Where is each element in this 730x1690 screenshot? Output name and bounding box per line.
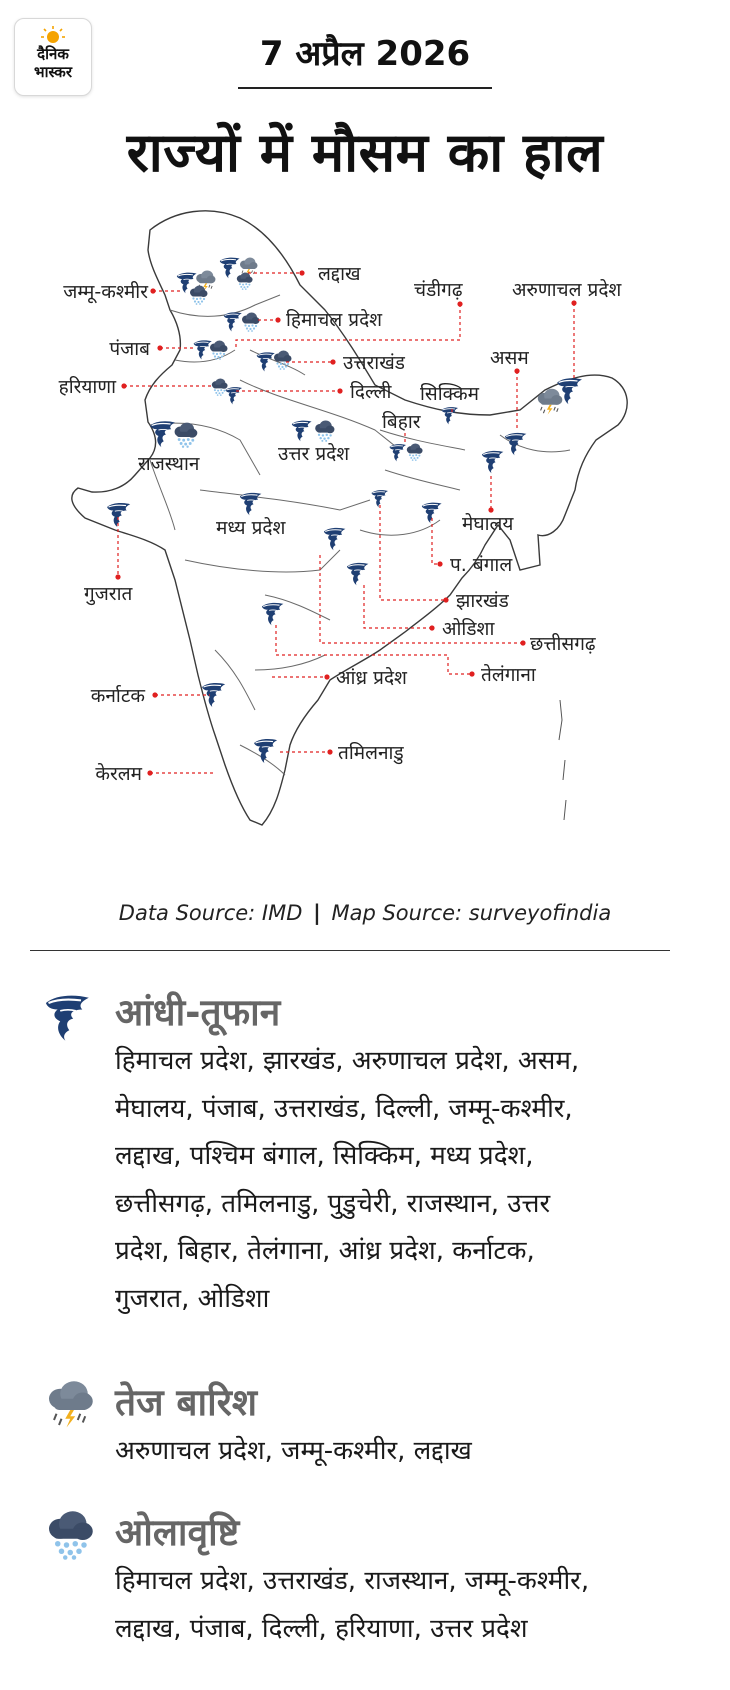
map-label-west-bengal: प. बंगाल xyxy=(450,554,513,576)
map-label-assam: असम xyxy=(490,347,529,369)
map-label-chhattisgarh: छत्तीसगढ़ xyxy=(530,633,596,655)
map-label-tamilnadu: तमिलनाडु xyxy=(338,742,404,764)
india-outline xyxy=(72,211,627,825)
map-label-delhi: दिल्ली xyxy=(350,381,392,403)
india-weather-map xyxy=(0,200,730,900)
list-item: प्रदेश, बिहार, तेलंगाना, आंध्र प्रदेश, कर्नाटक, xyxy=(115,1236,535,1266)
source-separator: | xyxy=(313,901,321,925)
list-item: हिमाचल प्रदेश, उत्तराखंड, राजस्थान, जम्मू-कश्मीर, xyxy=(115,1566,590,1596)
list-item: लद्दाख, पश्चिम बंगाल, सिक्किम, मध्य प्रदेश, xyxy=(115,1141,534,1171)
map-label-andhra-pradesh: आंध्र प्रदेश xyxy=(336,667,407,689)
map-label-odisha: ओडिशा xyxy=(442,618,495,640)
logo-text-line2: भास्कर xyxy=(34,63,72,81)
legend-title-hail: ओलावृष्टि xyxy=(115,1511,240,1554)
map-label-punjab: पंजाब xyxy=(109,338,150,360)
map-label-karnataka: कर्नाटक xyxy=(90,685,145,707)
map-label-jharkhand: झारखंड xyxy=(456,590,509,612)
map-label-sikkim: सिक्किम xyxy=(420,383,479,405)
map-label-kerala: केरलम xyxy=(95,763,142,785)
heavy-rain-icon xyxy=(44,1380,94,1430)
andaman-islands xyxy=(559,700,566,820)
map-source: Map Source: surveyofindia xyxy=(331,901,612,925)
hail-icon xyxy=(44,1510,94,1560)
list-item: मेघालय, पंजाब, उत्तराखंड, दिल्ली, जम्मू-कश्मीर, xyxy=(115,1093,573,1124)
list-item: छत्तीसगढ़, तमिलनाडु, पुडुचेरी, राजस्थान, उत्तर xyxy=(115,1188,551,1219)
date-underline xyxy=(238,87,492,89)
list-item: हिमाचल प्रदेश, झारखंड, अरुणाचल प्रदेश, असम, xyxy=(115,1046,580,1076)
map-label-uttarakhand: उत्तराखंड xyxy=(343,352,405,374)
map-label-chandigarh: चंडीगढ़ xyxy=(414,279,463,301)
logo-text-line1: दैनिक xyxy=(37,45,69,63)
map-label-madhya-pradesh: मध्य प्रदेश xyxy=(216,517,286,539)
list-item: गुजरात, ओडिशा xyxy=(115,1283,270,1314)
page-title: राज्यों में मौसम का हाल xyxy=(126,121,604,184)
map-label-meghalaya: मेघालय xyxy=(462,513,514,535)
map-label-himachal: हिमाचल प्रदेश xyxy=(286,309,383,331)
map-label-haryana: हरियाणा xyxy=(58,376,116,398)
sun-icon xyxy=(39,25,67,45)
legend-title-heavy-rain: तेज बारिश xyxy=(115,1381,258,1424)
map-label-jammu-kashmir: जम्मू-कश्मीर xyxy=(63,281,148,303)
map-label-arunachal: अरुणाचल प्रदेश xyxy=(512,279,622,301)
source-credit xyxy=(0,898,730,928)
map-label-uttar-pradesh: उत्तर प्रदेश xyxy=(278,443,350,465)
legend-title-storm: आंधी-तूफान xyxy=(115,991,281,1034)
map-label-gujarat: गुजरात xyxy=(84,583,133,605)
legend-list-storm xyxy=(115,1038,675,1323)
legend-list-hail xyxy=(115,1558,675,1653)
storm-icon xyxy=(42,990,94,1042)
list-item: अरुणाचल प्रदेश, जम्मू-कश्मीर, लद्दाख xyxy=(115,1436,472,1466)
legend-list-heavy-rain xyxy=(115,1428,675,1476)
section-divider xyxy=(30,950,670,951)
map-label-ladakh: लद्दाख xyxy=(318,263,361,285)
data-source: Data Source: IMD xyxy=(118,901,303,925)
map-label-bihar: बिहार xyxy=(382,411,421,433)
dainik-bhaskar-logo xyxy=(14,18,92,96)
map-label-rajasthan: राजस्थान xyxy=(138,453,200,475)
date-heading: 7 अप्रैल 2026 xyxy=(259,34,471,74)
map-label-telangana: तेलंगाना xyxy=(481,664,536,686)
list-item: लद्दाख, पंजाब, दिल्ली, हरियाणा, उत्तर प्रदेश xyxy=(115,1613,528,1644)
